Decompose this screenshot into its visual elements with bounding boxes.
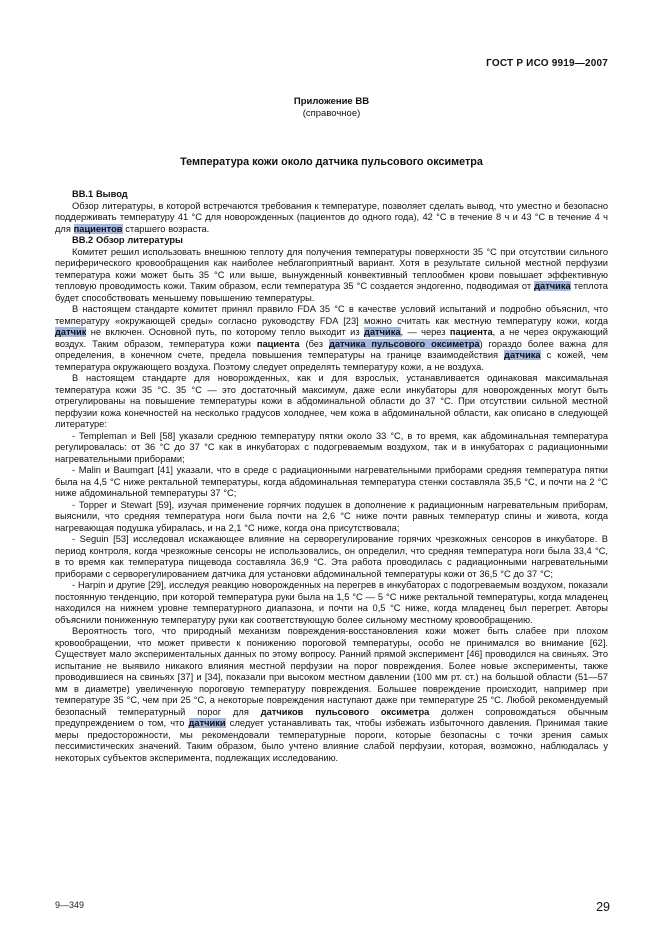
paragraph-bb2-3 xyxy=(55,373,608,431)
paragraph-bb2-final xyxy=(55,626,608,764)
text-run: - Malin и Baumgart [41] указали, что в среде с радиационными нагревательными приборами средняя температура пятки была на 4,5 °С ниже ректальной температуры, когда абдоминальная температура стенки составляла 35,5 °С, и почти на 2 °С ниже абдоминальной температуры 37 °С; xyxy=(55,465,608,498)
text-run: ) гораздо более важна для определения, в конечном счете, предела повышения температуры на границе взаимодействия xyxy=(55,338,608,360)
highlighted-term: пациентов xyxy=(73,223,123,234)
list-item-topper xyxy=(55,500,608,535)
list-item-seguin xyxy=(55,534,608,580)
section-heading-bb2 xyxy=(55,235,608,247)
page-content xyxy=(55,58,608,764)
list-item-harpin xyxy=(55,580,608,626)
document-code: ГОСТ Р ИСО 9919—2007 xyxy=(486,58,608,69)
document-body xyxy=(55,189,608,764)
section-heading-bb1 xyxy=(55,189,608,201)
text-run: , — через xyxy=(400,327,450,337)
highlighted-term: датчик xyxy=(55,327,87,337)
text-run: - Topper и Stewart [59], изучая применение горячих подушек в дополнение к радиационным нагревательным приборам, выяснили, что средняя температура ноги была почти на 2,6 °С ниже почти равных температур спины и живота, когда нагревающая подушка убиралась, и на 2,1 °С ниже, когда она присутствовала; xyxy=(55,499,608,533)
text-run: Вероятность того, что природный механизм повреждения-восстановления кожи может быть слабее при плохом кровообращении, что может привести к понижению пороговой температуры, особо не принимался во внимание [62]. Существует мало экспериментальных данных по этому вопросу. Ранний прямой эксперимент [46] проводился на свиньях. Это испытание не выявило никакого влияния местной перфузии на порог повреждения. Более новые эксперименты, также проводившиеся на свиньях [37] и [34], показали при высоком местном давлении (100 мм рт. ст.) на большой области (51—57 мм в диаметре) увеличенную пороговую температуру повреждения. Большее повреждение происходит, например при температуре 35 °С, чем при 25 °С, а некоторые повреждения наступают даже при температуре 25 °С. Любой рекомендуемый безопасный температурный порог для xyxy=(55,626,608,717)
list-item-malin xyxy=(55,465,608,500)
appendix-label: Приложение ВВ xyxy=(293,96,370,107)
print-order-number: 9—349 xyxy=(55,900,85,910)
highlighted-term: датчика xyxy=(534,281,571,291)
highlighted-term: датчика пульсового оксиметра xyxy=(328,338,480,349)
text-run: Комитет решил использовать внешнюю теплоту для получения температуры поверхности 35 °С при отсутствии сильного периферического кровообращения как наиболее неблагоприятный вариант. Хотя в результате сильной местной перфузии температура кожи может быть 35 °С или выше, вынужденный конвективный теплообмен крови повышает эффективную тепловую проводимость кожи. Таким образом, если температура 35 °С создается эндогенно, подводимая от xyxy=(55,246,608,291)
text-run: - Templeman и Bell [58] указали среднюю температуру пятки около 33 °С, в то время, как абдоминальная температура регулировалась: от 36 °С до 37 °С как в инкубаторах с подогреваемым воздухом, так и в инкубаторах с радиационными нагревательными приборами; xyxy=(55,430,608,464)
highlighted-term: датчика xyxy=(363,327,401,337)
page-number: 29 xyxy=(596,900,610,914)
text-run: Обзор литературы, в которой встречаются требования к температуре, позволяет сделать вывод, что уместно и безопасно поддерживать температуру 41 °С для новорожденных (пациентов до одного года), 42 °С в течение 8 ч и 43 °С в течение 4 ч для xyxy=(55,200,608,234)
list-item-templeman xyxy=(55,431,608,466)
paragraph-bb2-2 xyxy=(55,304,608,373)
text-run: В настоящем стандарте комитет принял правило FDA 35 °С в качестве условий испытаний и подробно объяснил, что температуру «окружающей среды» согласно руководству FDA [23] можно считать как местную температуру кожи, когда xyxy=(55,304,608,326)
appendix-type: (справочное) xyxy=(302,107,361,119)
bold-term: ВВ.2 Обзор литературы xyxy=(72,235,183,245)
paragraph-bb1-1 xyxy=(55,201,608,236)
text-run: (без xyxy=(299,338,329,349)
appendix-header xyxy=(55,96,608,119)
paragraph-bb2-1 xyxy=(55,247,608,305)
bold-term: пациента xyxy=(449,327,493,337)
text-run: с кожей, чем температура окружающего воздуха. Поэтому следует определять температуру кожи, а не воздуха. xyxy=(55,350,609,372)
text-run: не включен. Основной путь, по которому тепло выходит из xyxy=(86,327,364,337)
highlighted-term: датчика xyxy=(504,350,541,360)
text-run: должен сопровождаться обычным предупреждением о том, что xyxy=(55,706,608,728)
bold-term: пациента xyxy=(256,338,300,349)
bold-term: датчиков пульсового оксиметра xyxy=(260,706,430,717)
text-run: теплота будет способствовать меньшему повышению температуры. xyxy=(55,281,608,303)
text-run: - Harpin и другие [29], исследуя реакцию новорожденных на перегрев в инкубаторах с подогреваемым воздухом, показали постоянную тенденцию, при которой температура руки была на 1,5 °С — 5 °С ниже ректальной температуры, когда младенец находился на нижнем уровне температурного диапазона, и почти на 0,5 °С ниже, когда младенец был перегрет. Авторы объяснили пониженную температуру руки как соответствующую более сильному местному кровообращению. xyxy=(55,580,608,625)
highlighted-term: датчики xyxy=(188,718,226,728)
text-run: , а не через окружающий воздух. Таким образом, температура кожи xyxy=(55,327,608,349)
text-run: старшего возраста. xyxy=(122,223,210,234)
text-run: В настоящем стандарте для новорожденных, как и для взрослых, устанавливается одинаковая максимальная температура кожи 35 °С. 35 °С — это достаточный максимум, даже если инкубаторы для новорожденных могут быть отрегулированы на повышение температуры кожи в абдоминальной области до 37 °С. При отсутствии сильной местной перфузии кожа конечностей на несколько градусов холоднее, чем кожа в абдоминальной области, как описано в следующей литературе: xyxy=(55,373,608,429)
text-run: следует устанавливать так, чтобы избежать избыточного давления. Принимая такие меры предосторожности, мы рекомендовали температурные пороги, которые безопасны с точки зрения самых пессимистических значений. Таким образом, было учтено влияние слабой перфузии, которая, возможно, наблюдалась у некоторых субъектов эксперимента, подлежащих исследованию. xyxy=(55,718,608,763)
bold-term: ВВ.1 Вывод xyxy=(72,189,128,199)
text-run: - Seguin [53] исследовал искажающее влияние на серворегулирование горячих чрезкожных сенсоров в инкубаторе. В период контроля, когда чрезкожные сенсоры не использовались, он определил, что средняя температура ноги была 33,4 °С, в то время как температура пищевода составляла 36,9 °С. Эта работа проводилась с радиационными нагревательными приборами с серворегулированием датчика для установки абдоминальной температуры кожи от 36,5 °С до 37 °С; xyxy=(55,534,608,579)
page-title: Температура кожи около датчика пульсового оксиметра xyxy=(180,156,483,168)
